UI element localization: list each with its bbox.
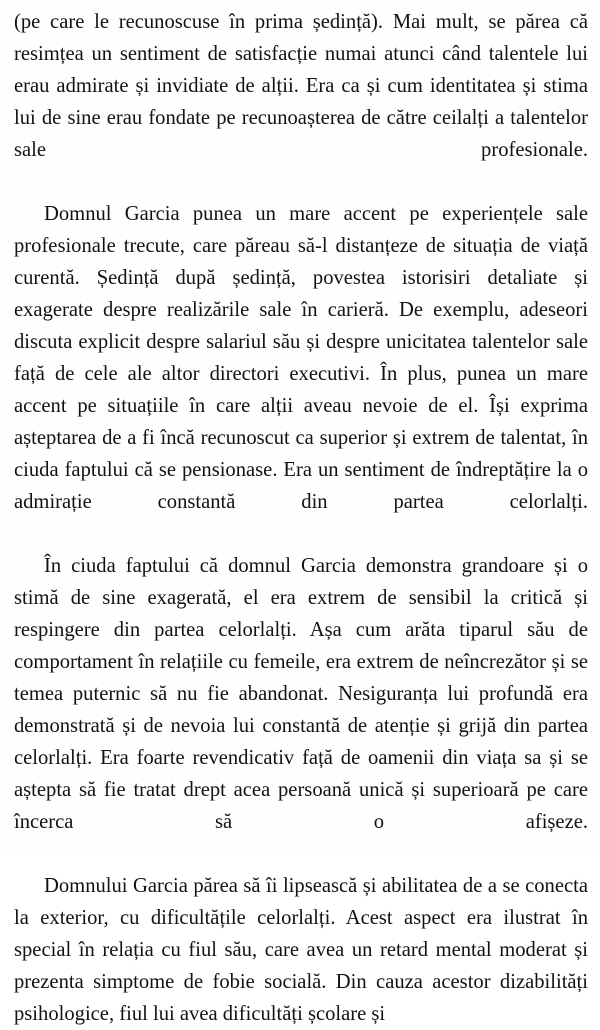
paragraph-continuation: (pe care le recunoscuse în prima ședință). Mai mult, se părea că resimțea un sentiment de satisfacție numai atunci când talentele lui erau admirate și invidiate de alții. Era ca și cum identitatea și stima lui de sine erau fondate pe recunoașterea de către ceilalți a talentelor sale profesionale. xyxy=(14,11,588,161)
body-text-column xyxy=(14,6,588,1030)
paragraph: Domnul Garcia punea un mare accent pe experiențele sale profesionale trecute, care păreau să-l distanțeze de situația de viață curentă. Ședință după ședință, povestea istorisiri detaliate și exagerate despre realizările sale în carieră. De exemplu, adeseori discuta explicit despre salariul său și despre unicitatea talentelor sale față de cele ale altor directori executivi. În plus, punea un mare accent pe situațiile în care alții aveau nevoie de el. Își exprima așteptarea de a fi încă recunoscut ca superior și extrem de talentat, în ciuda faptului că se pensionase. Era un sentiment de îndreptățire la o admirație constantă din partea celorlalți. xyxy=(14,203,588,513)
paragraph-truncated: Domnului Garcia părea să îi lipsească și abilitatea de a se conecta la exterior, cu dificultățile celorlalți. Acest aspect era ilustrat în special în relația cu fiul său, care avea un retard mental moderat și prezenta simptome de fobie socială. Din cauza acestor dizabilități psihologice, fiul lui avea dificultăți școlare și xyxy=(14,875,588,1025)
paragraph: În ciuda faptului că domnul Garcia demonstra grandoare și o stimă de sine exagerată, el era extrem de sensibil la critică și respingere din partea celorlalți. Așa cum arăta tiparul său de comportament în relațiile cu femeile, era extrem de neîncrezător și se temea puternic să nu fie abandonat. Nesiguranța lui profundă era demonstrată și de nevoia lui constantă de atenție și grijă din partea celorlalți. Era foarte revendicativ față de oamenii din viața sa și se aștepta să fie tratat drept acea persoană unică și superioară pe care încerca să o afișeze. xyxy=(14,555,588,833)
